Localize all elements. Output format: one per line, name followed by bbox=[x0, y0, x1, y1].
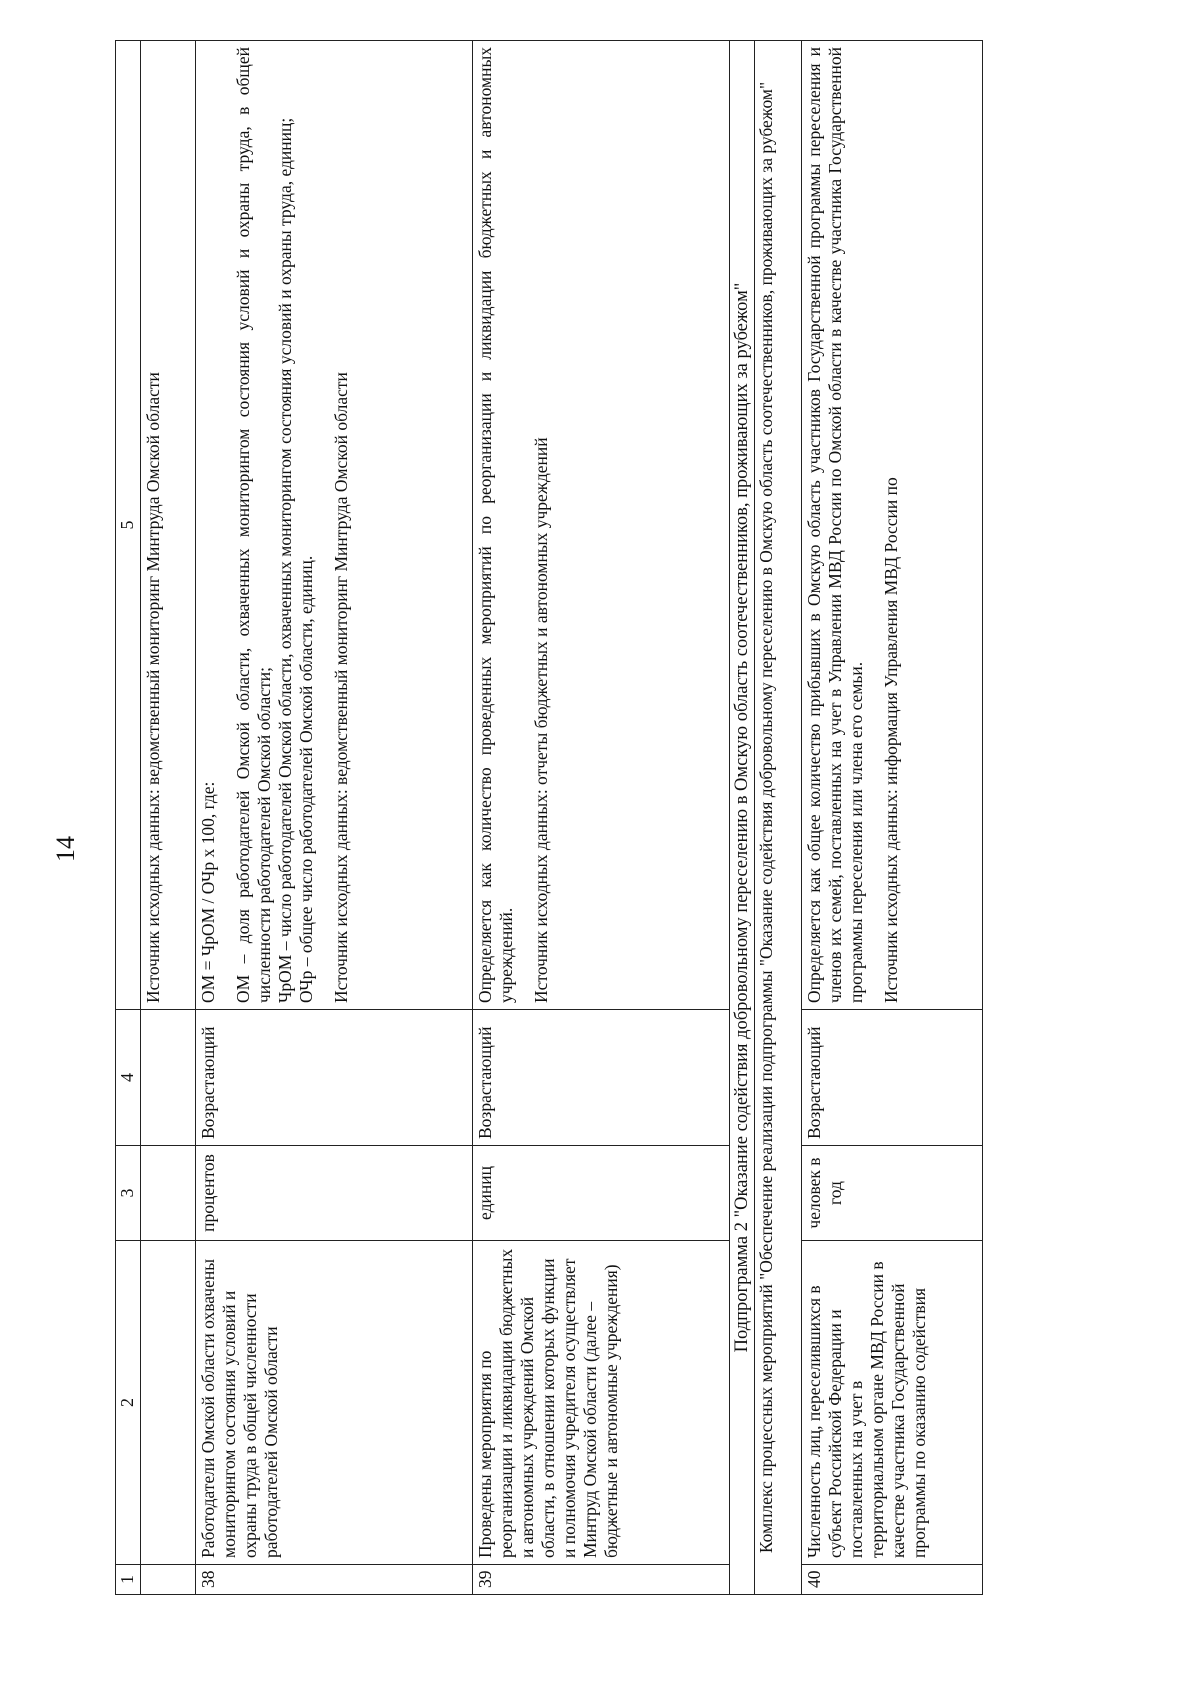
table-row bbox=[801, 41, 982, 1595]
formula: ОМ = ЧрОМ / ОЧр х 100, где: bbox=[197, 781, 218, 1003]
trend: Возрастающий bbox=[472, 1010, 729, 1146]
header-cell: 1 bbox=[116, 1565, 141, 1595]
header-cell: 3 bbox=[116, 1146, 141, 1241]
header-cell: 5 bbox=[116, 41, 141, 1010]
table-row bbox=[472, 41, 729, 1595]
complex-title: Комплекс процессных мероприятий "Обеспечение реализации подпрограммы "Оказание содействия добровольному переселению в Омскую область соотечественников, проживающих за рубежом" bbox=[754, 41, 801, 1595]
section-row bbox=[729, 41, 754, 1595]
source-text: Источник исходных данных: информация Управления МВД России по bbox=[880, 477, 901, 1003]
indicator-name: Проведены мероприятия по реорганизации и ликвидации бюджетных и автономных учреждений Омской области, в отношении которых функции и полномочия учредителя осуществляет Минтруд Омской области (далее – бюджетные и автономные учреждения) bbox=[472, 1241, 729, 1565]
definition: ОЧр – общее число работодателей Омской области, единиц. bbox=[295, 555, 316, 1003]
rotated-landscape-page bbox=[115, 40, 1058, 1595]
row-number: 40 bbox=[801, 1565, 982, 1595]
source-text: Источник исходных данных: ведомственный мониторинг Минтруда Омской области bbox=[140, 41, 195, 1010]
table-header-row bbox=[116, 41, 141, 1595]
table-row bbox=[195, 41, 472, 1595]
table-row bbox=[140, 41, 195, 1595]
subprogram-title: Подпрограмма 2 "Оказание содействия добровольному переселению в Омскую область соотечественников, проживающих за рубежом" bbox=[729, 41, 754, 1595]
source-text: Источник исходных данных: отчеты бюджетных и автономных учреждений bbox=[530, 437, 551, 1003]
trend: Возрастающий bbox=[801, 1010, 982, 1146]
row-number: 38 bbox=[195, 1565, 472, 1595]
indicator-name: Работодатели Омской области охвачены мониторингом состояния условий и охраны труда в общей численности работодателей Омской области bbox=[195, 1241, 472, 1565]
methodology bbox=[472, 41, 729, 1010]
cell bbox=[140, 1241, 195, 1565]
trend: Возрастающий bbox=[195, 1010, 472, 1146]
cell bbox=[140, 1010, 195, 1146]
section-row bbox=[754, 41, 801, 1595]
row-number: 39 bbox=[472, 1565, 729, 1595]
header-cell: 4 bbox=[116, 1010, 141, 1146]
cell bbox=[140, 1565, 195, 1595]
definition: ОМ – доля работодателей Омской области, охваченных мониторингом состояния условий и охраны труда, в общей численности работодателей Омской области; bbox=[232, 47, 274, 1003]
cell bbox=[140, 1146, 195, 1241]
unit: человек в год bbox=[801, 1146, 982, 1241]
methodology bbox=[195, 41, 472, 1010]
definition: Определяется как общее количество прибывших в Омскую область участников Государственной программы переселения и членов их семей, поставленных на учет в Управлении МВД России по Омской области в качестве участника Государственной программы переселения или члена его семьи. bbox=[803, 47, 866, 1003]
definition: Определяется как количество проведенных мероприятий по реорганизации и ликвидации бюджетных и автономных учреждений. bbox=[474, 47, 516, 1003]
unit: процентов bbox=[195, 1146, 472, 1241]
indicator-name: Численность лиц, переселившихся в субъект Российской Федерации и поставленных на учет в территориальном органе МВД России в качестве участника Государственной программы по оказанию содействия bbox=[801, 1241, 982, 1565]
definition: ЧрОМ – число работодателей Омской области, охваченных мониторингом состояния условий и охраны труда, единиц; bbox=[274, 117, 295, 1003]
source-text: Источник исходных данных: ведомственный мониторинг Минтруда Омской области bbox=[330, 372, 351, 1003]
methodology bbox=[801, 41, 982, 1010]
page-number: 14 bbox=[51, 836, 80, 862]
unit: единиц bbox=[472, 1146, 729, 1241]
header-cell: 2 bbox=[116, 1241, 141, 1565]
indicators-table bbox=[115, 40, 983, 1595]
